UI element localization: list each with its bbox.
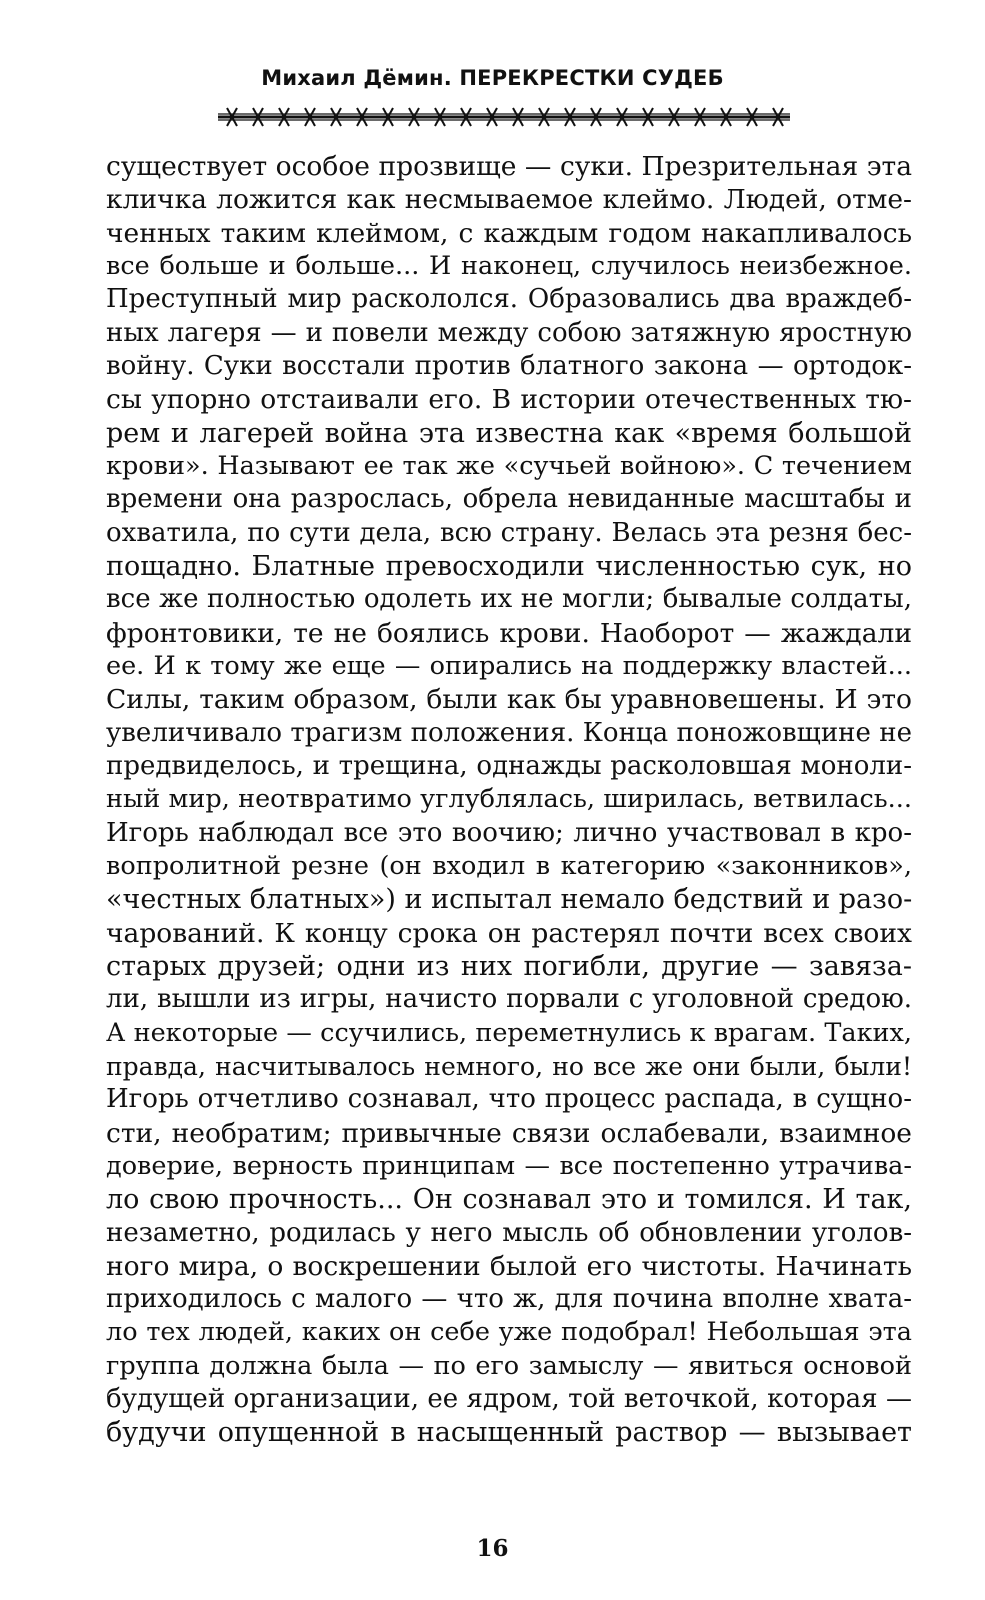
text-line: охватила, по сути дела, всю страну. Велась эта резня бес- bbox=[106, 517, 912, 548]
running-head-title: Михаил Дёмин. ПЕРЕКРЕСТКИ СУДЕБ bbox=[261, 66, 724, 90]
text-line: А некоторые — ссучились, переметнулись к врагам. Таких, bbox=[106, 1017, 912, 1048]
text-line: приходилось с малого — что ж, для почина вполне хвата- bbox=[106, 1284, 912, 1315]
text-line: войну. Суки восстали против блатного закона — ортодок- bbox=[106, 350, 912, 381]
text-line: крови». Называют ее так же «сучьей войною». С течением bbox=[106, 450, 912, 481]
text-line: предвиделось, и трещина, однажды расколовшая моноли- bbox=[106, 750, 912, 781]
text-line: Преступный мир раскололся. Образовались два враждеб- bbox=[106, 284, 912, 315]
text-line: будучи опущенной в насыщенный раствор — вызывает bbox=[106, 1417, 912, 1449]
text-line: Игорь наблюдал все это воочию; лично участвовал в кро- bbox=[106, 817, 912, 848]
text-line: Силы, таким образом, были как бы уравновешены. И это bbox=[106, 684, 912, 716]
text-line: группа должна была — по его замыслу — явиться основой bbox=[106, 1350, 912, 1381]
text-line: пощадно. Блатные превосходили численностью сук, но bbox=[106, 550, 912, 582]
text-line: ло тех людей, каких он себе уже подобрал! Небольшая эта bbox=[106, 1317, 912, 1348]
text-line: вопролитной резне (он входил в категорию «законников», bbox=[106, 850, 912, 881]
text-line: сы упорно отстаивали его. В истории отечественных тю- bbox=[106, 384, 912, 416]
text-line: рем и лагерей война эта известна как «время большой bbox=[106, 417, 912, 449]
text-line: все больше и больше... И наконец, случилось неизбежное. bbox=[106, 250, 912, 281]
text-line: чарований. К концу срока он растерял почти всех своих bbox=[106, 917, 912, 949]
text-line: Игорь отчетливо сознавал, что процесс распада, в сущно- bbox=[106, 1084, 912, 1115]
text-line: сти, необратим; привычные связи ослабевали, взаимное bbox=[106, 1117, 912, 1149]
main-text bbox=[106, 150, 912, 1450]
text-line: ло свою прочность... Он сознавал это и томился. И так, bbox=[106, 1184, 912, 1216]
text-line: ного мира, о воскрешении былой его чистоты. Начинать bbox=[106, 1250, 912, 1282]
text-line: фронтовики, те не боялись крови. Наоборот — жаждали bbox=[106, 617, 912, 649]
text-line: ли, вышли из игры, начисто порвали с уголовной средою. bbox=[106, 984, 912, 1015]
text-line: ный мир, неотвратимо углублялась, ширилась, ветвилась... bbox=[106, 784, 912, 815]
barbed-wire-ornament-icon bbox=[218, 104, 790, 130]
text-line: времени она разрослась, обрела невиданные масштабы и bbox=[106, 484, 912, 515]
text-line: старых друзей; одни из них погибли, другие — завяза- bbox=[106, 950, 912, 982]
text-line: будущей организации, ее ядром, той веточкой, которая — bbox=[106, 1384, 912, 1415]
text-line: ных лагеря — и повели между собою затяжную яростную bbox=[106, 317, 912, 348]
text-line: кличка ложится как несмываемое клеймо. Людей, отме- bbox=[106, 184, 912, 216]
text-line: правда, насчитывалось немного, но все же они были, были! bbox=[106, 1051, 912, 1081]
text-line: «честных блатных») и испытал немало бедствий и разо- bbox=[106, 884, 913, 916]
text-line: существует особое прозвище — суки. Презрительная эта bbox=[106, 151, 912, 182]
text-line: увеличивало трагизм положения. Конца поножовщине не bbox=[106, 717, 912, 748]
text-line: все же полностью одолеть их не могли; бывалые солдаты, bbox=[106, 584, 912, 615]
text-line: незаметно, родилась у него мысль об обновлении уголов- bbox=[106, 1217, 912, 1248]
text-line: доверие, верность принципам — все постепенно утрачива- bbox=[106, 1150, 912, 1181]
text-line: ченных таким клеймом, с каждым годом накапливалось bbox=[106, 217, 912, 249]
page-number: 16 bbox=[476, 1535, 509, 1562]
text-line: ее. И к тому же еще — опирались на поддержку властей... bbox=[106, 650, 912, 681]
